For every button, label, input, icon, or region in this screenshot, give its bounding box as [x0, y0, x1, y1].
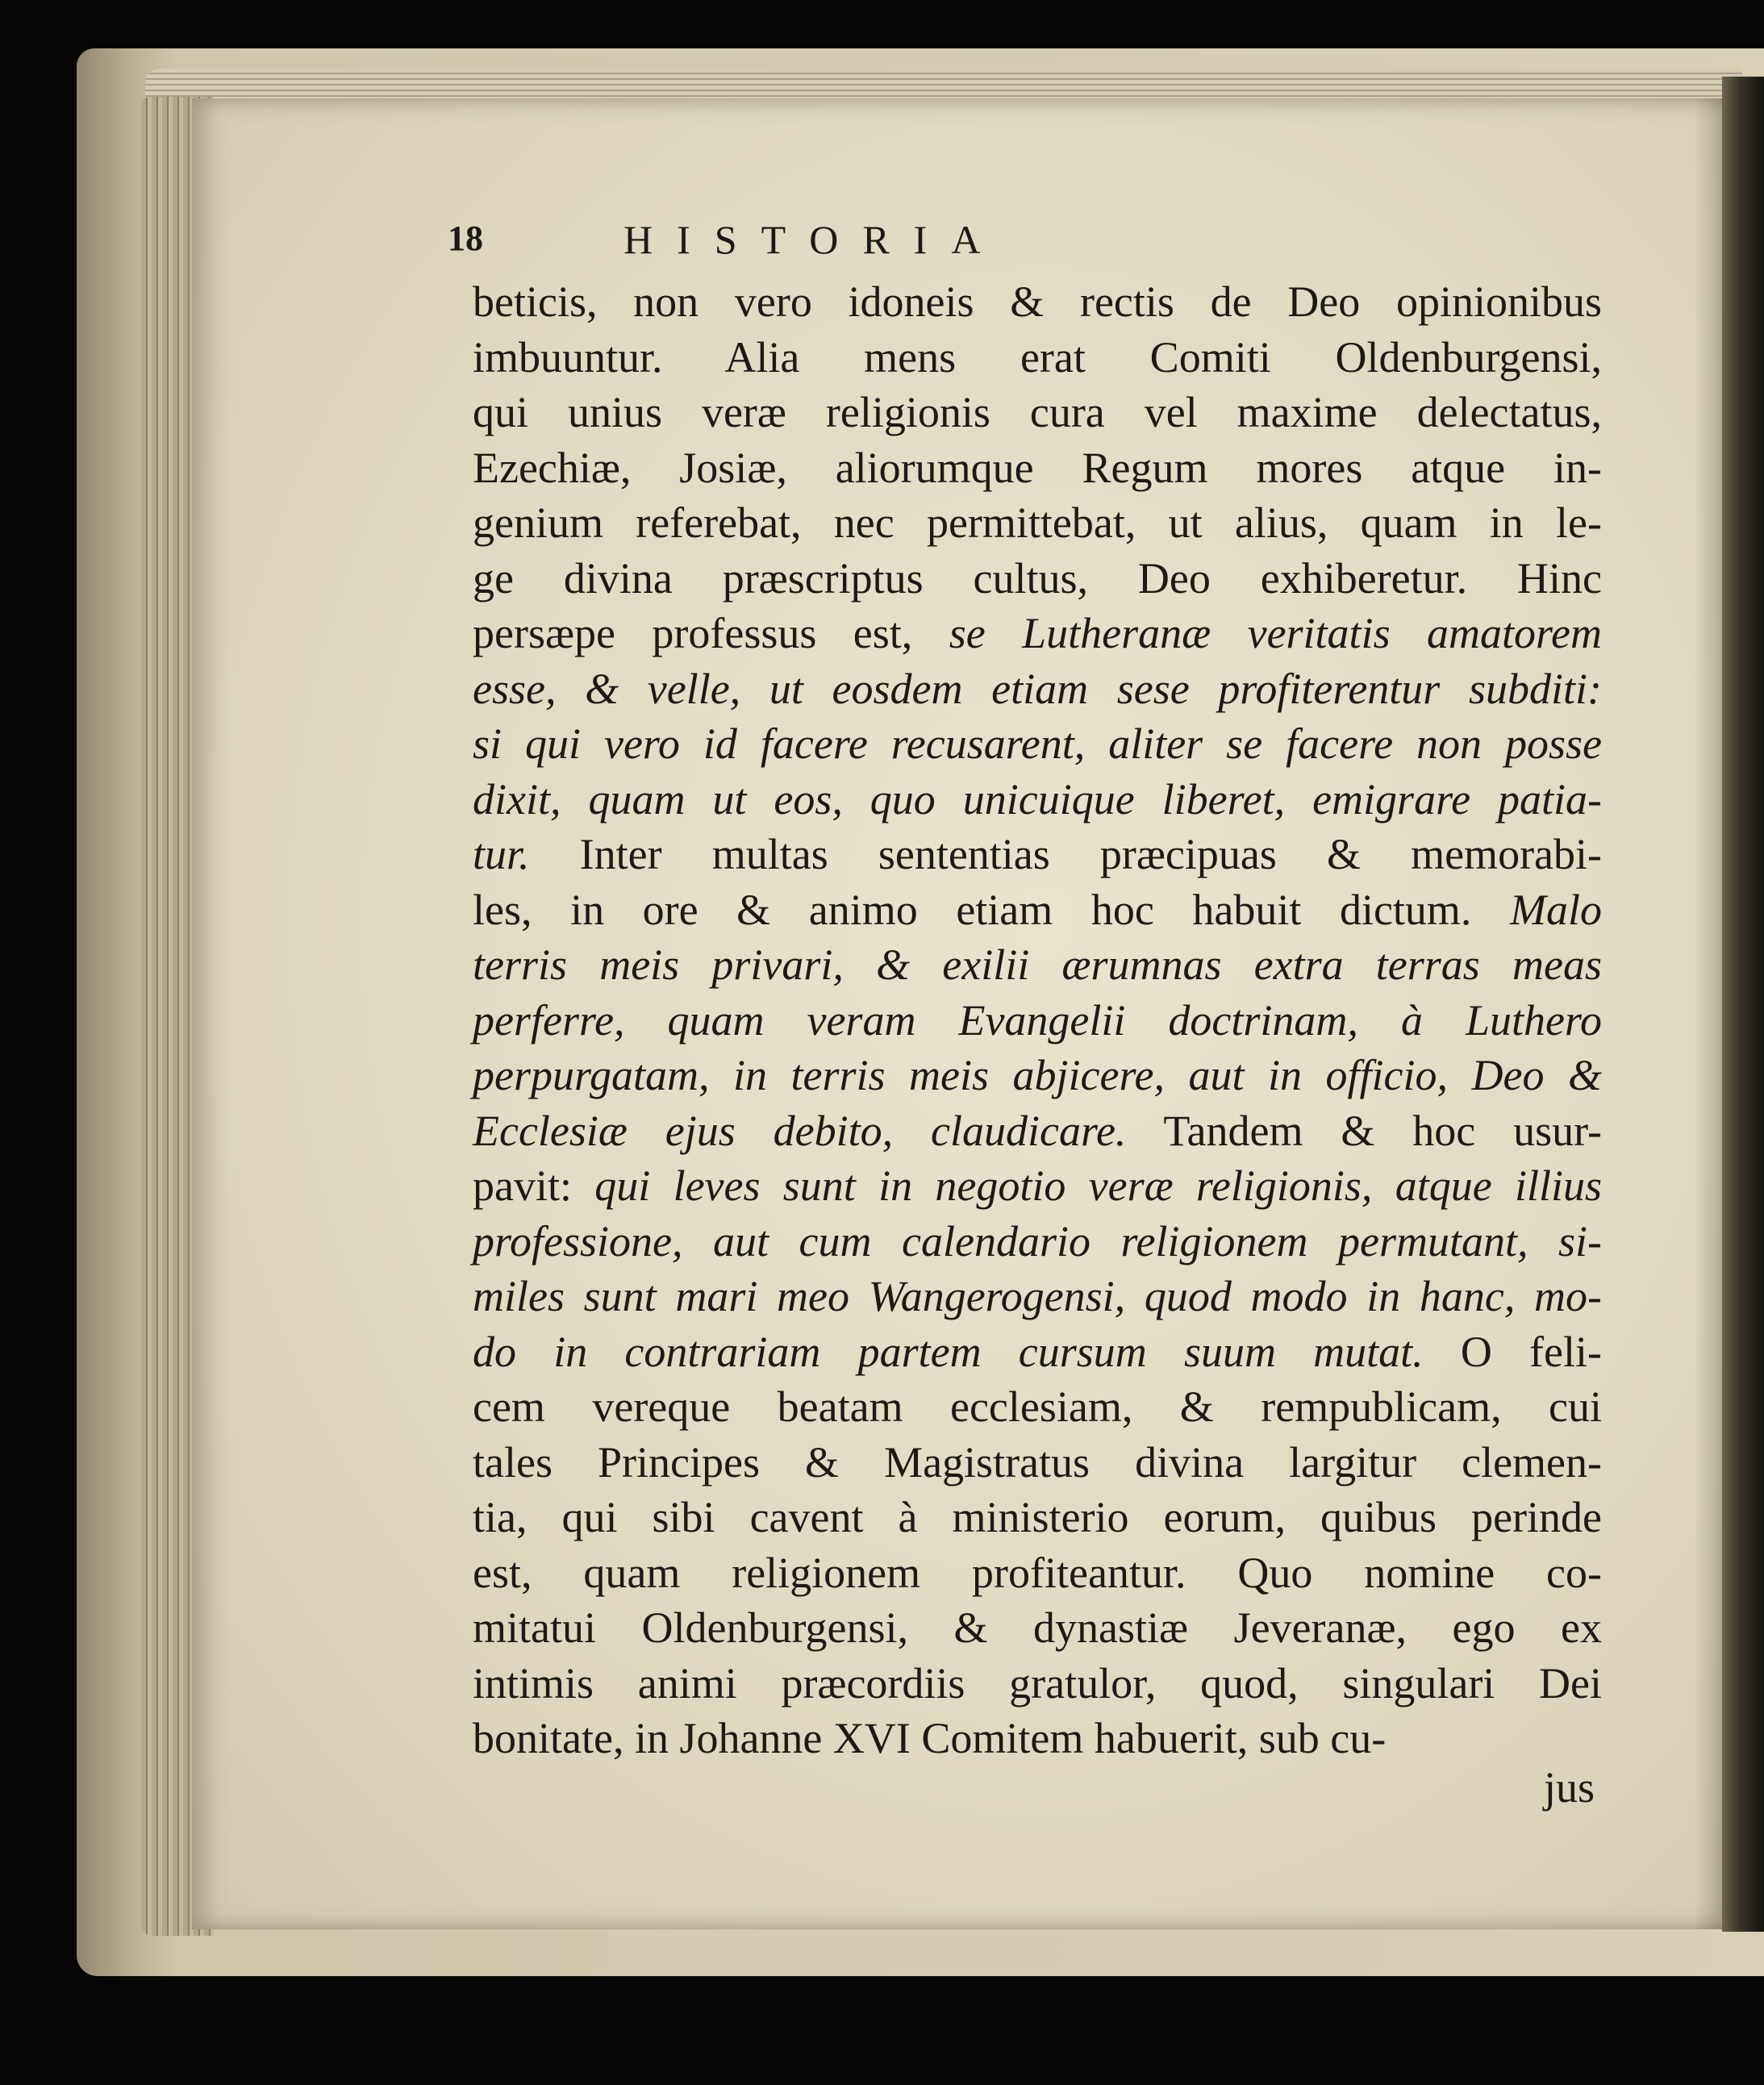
italic-text: esse, & velle, ut eosdem etiam sese profiterentur subditi: — [473, 664, 1602, 713]
italic-text: terris meis privari, & exilii ærumnas extra terras meas — [473, 940, 1602, 989]
roman-text: tales Principes & Magistratus divina largitur clemen- — [473, 1437, 1602, 1487]
roman-text: tia, qui sibi cavent à ministerio eorum, quibus perinde — [473, 1493, 1602, 1541]
text-line — [473, 1324, 1602, 1380]
italic-text: Malo — [1510, 885, 1602, 934]
roman-text: Inter multas sententias præcipuas & memorabi- — [529, 830, 1602, 878]
italic-text: se Lutheranæ veritatis amatorem — [949, 609, 1602, 657]
roman-text: genium referebat, nec permittebat, ut alius, quam in le- — [473, 498, 1602, 547]
text-line — [473, 606, 1602, 661]
text-line — [473, 274, 1602, 330]
italic-text: do in contrariam partem cursum suum mutat. — [473, 1327, 1424, 1376]
book-right-edge — [1722, 77, 1764, 1932]
text-line — [473, 772, 1602, 828]
italic-text: perpurgatam, in terris meis abjicere, aut in officio, Deo & — [473, 1051, 1602, 1099]
text-line — [473, 1269, 1602, 1324]
roman-text: pavit: — [473, 1161, 595, 1210]
text-line — [473, 551, 1602, 607]
text-line — [473, 1711, 1602, 1766]
roman-text: mitatui Oldenburgensi, & dynastiæ Jeveranæ, ego ex — [473, 1603, 1602, 1652]
italic-text: si qui vero id facere recusarent, aliter se facere non posse — [473, 719, 1602, 768]
text-line — [473, 993, 1602, 1049]
italic-text: miles sunt mari meo Wangerogensi, quod modo in hanc, mo- — [473, 1272, 1602, 1320]
text-line — [473, 661, 1602, 717]
text-line — [473, 1656, 1602, 1712]
page-number: 18 — [448, 219, 483, 258]
italic-text: dixit, quam ut eos, quo unicuique liberet, emigrare patia- — [473, 774, 1602, 824]
text-line — [473, 716, 1602, 772]
italic-text: perferre, quam veram Evangelii doctrinam, à Luthero — [473, 995, 1602, 1045]
text-line — [473, 1158, 1602, 1214]
text-line — [473, 495, 1602, 551]
body-text — [473, 274, 1602, 1766]
text-line — [473, 330, 1602, 386]
italic-text: tur. — [473, 830, 530, 878]
text-line — [473, 440, 1602, 496]
page-stack-top — [145, 69, 1742, 102]
running-title: HISTORIA — [623, 217, 1005, 262]
italic-text: professione, aut cum calendario religionem permutant, si- — [473, 1216, 1602, 1266]
roman-text: beticis, non vero idoneis & rectis de Deo opinionibus — [473, 277, 1602, 326]
roman-text: les, in ore & animo etiam hoc habuit dictum. — [473, 885, 1510, 934]
text-line — [473, 1490, 1602, 1545]
roman-text: persæpe professus est, — [473, 609, 949, 657]
italic-text: qui leves sunt in negotio veræ religionis, atque illius — [594, 1161, 1603, 1210]
text-line — [473, 1048, 1602, 1103]
italic-text: Ecclesiæ ejus debito, claudicare. — [473, 1106, 1127, 1155]
text-line — [473, 385, 1602, 440]
roman-text: cem vereque beatam ecclesiam, & rempublicam, cui — [473, 1382, 1602, 1431]
text-line — [473, 1435, 1602, 1491]
catchword: jus — [1544, 1763, 1595, 1812]
text-line — [473, 1214, 1602, 1270]
roman-text: O feli- — [1423, 1327, 1602, 1376]
roman-text: Ezechiæ, Josiæ, aliorumque Regum mores atque in- — [473, 443, 1602, 492]
roman-text: bonitate, in Johanne XVI Comitem habuerit, sub cu- — [473, 1714, 1387, 1762]
text-line — [473, 827, 1602, 882]
roman-text: imbuuntur. Alia mens erat Comiti Oldenburgensi, — [473, 332, 1602, 382]
text-line — [473, 1600, 1602, 1656]
roman-text: intimis animi præcordiis gratulor, quod, singulari Dei — [473, 1658, 1602, 1708]
roman-text: ge divina præscriptus cultus, Deo exhiberetur. Hinc — [473, 553, 1602, 603]
text-line — [473, 1103, 1602, 1159]
text-line — [473, 1379, 1602, 1435]
roman-text: Tandem & hoc usur- — [1126, 1106, 1602, 1155]
text-line — [473, 882, 1602, 938]
running-head — [448, 216, 1416, 273]
text-line — [473, 1545, 1602, 1601]
roman-text: qui unius veræ religionis cura vel maxime delectatus, — [473, 388, 1602, 436]
roman-text: est, quam religionem profiteantur. Quo nomine co- — [473, 1548, 1602, 1597]
text-line — [473, 937, 1602, 993]
